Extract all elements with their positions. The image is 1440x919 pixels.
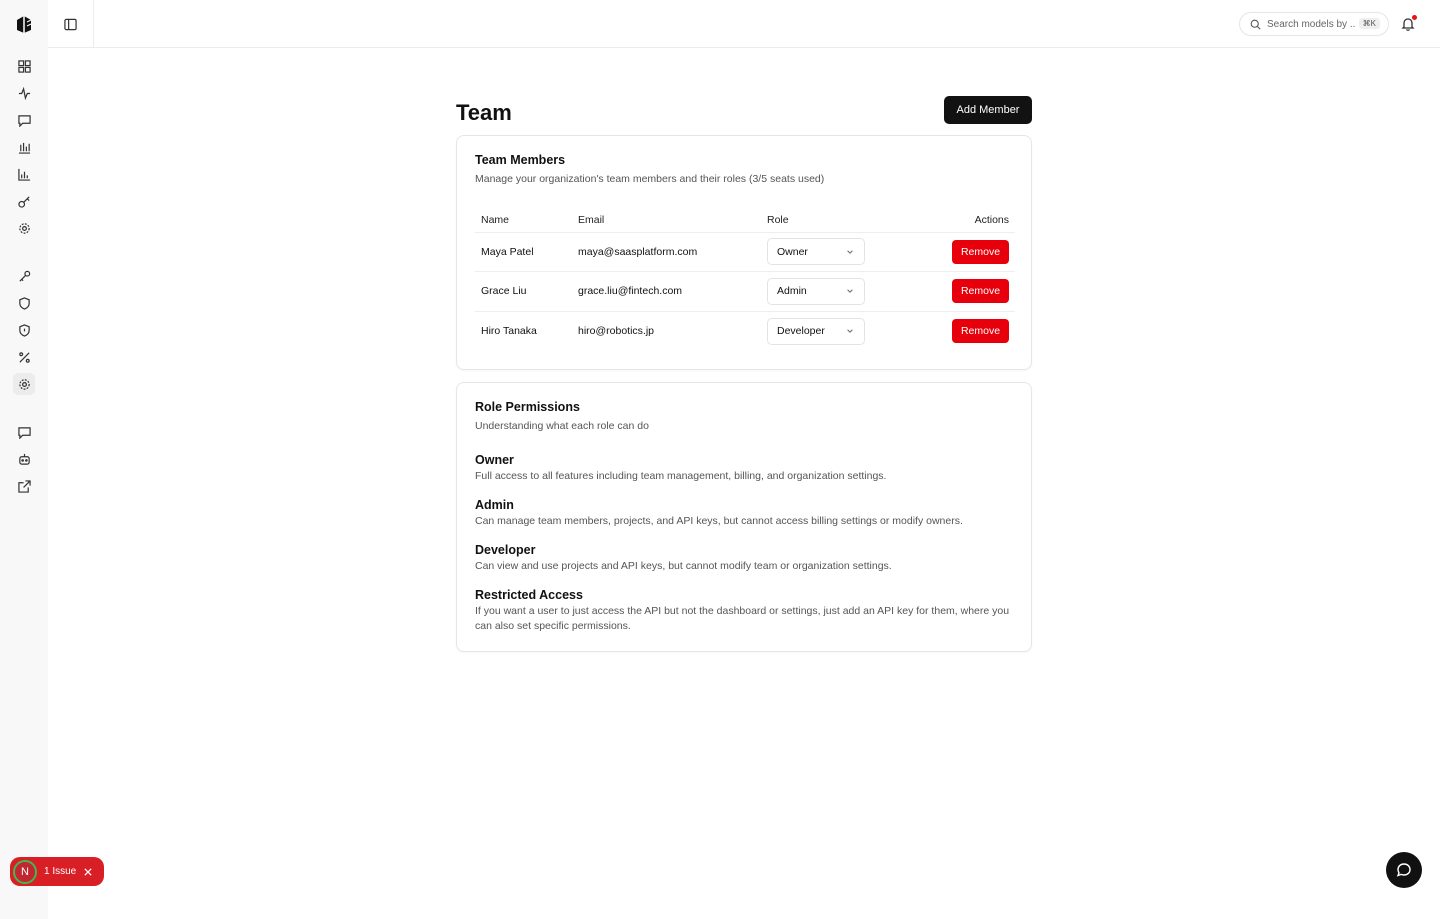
member-email: grace.liu@fintech.com — [572, 272, 761, 312]
role-description: Can view and use projects and API keys, but cannot modify team or organization settings. — [475, 560, 892, 572]
percent-icon[interactable] — [16, 349, 32, 365]
role-select-value: Owner — [777, 245, 808, 258]
bar-chart-icon[interactable] — [16, 139, 32, 155]
issue-avatar: N — [13, 860, 37, 884]
role-description: If you want a user to just access the API but not the dashboard or settings, just add an API key for them, where you can also set specific permissions. — [475, 605, 1010, 632]
role-permissions-subtitle: Understanding what each role can do — [475, 420, 649, 432]
role-description: Full access to all features including team management, billing, and organization settings. — [475, 470, 887, 482]
privacy-shield-icon[interactable] — [16, 322, 32, 338]
member-email: maya@saasplatform.com — [572, 232, 761, 272]
role-name: Developer — [475, 543, 536, 557]
role-name: Admin — [475, 498, 514, 512]
feedback-icon[interactable] — [16, 424, 32, 440]
chat-icon[interactable] — [16, 112, 32, 128]
member-email: hiro@robotics.jp — [578, 325, 655, 337]
chevron-down-icon — [846, 327, 854, 335]
logo-icon[interactable] — [14, 14, 34, 34]
table-row — [475, 311, 1015, 351]
member-name: Grace Liu — [475, 272, 572, 312]
role-select-value: Admin — [777, 285, 807, 298]
role-select-value: Developer — [777, 325, 825, 337]
sidebar-toggle-button[interactable] — [48, 0, 94, 48]
team-members-table — [475, 208, 1015, 351]
remove-button[interactable]: Remove — [952, 319, 1009, 343]
team-members-title: Team Members — [475, 153, 566, 167]
member-name: Hiro Tanaka — [481, 325, 537, 337]
member-name: Maya Patel — [475, 232, 572, 272]
analytics-icon[interactable] — [16, 166, 32, 182]
add-member-button[interactable]: Add Member — [944, 96, 1032, 124]
chevron-down-icon — [846, 248, 854, 256]
search-box[interactable] — [1239, 12, 1389, 36]
panel-toggle-icon — [64, 18, 77, 31]
issue-badge[interactable] — [10, 857, 104, 886]
column-header-actions: Actions — [901, 208, 1015, 232]
column-header-email: Email — [572, 208, 761, 232]
team-members-card — [456, 135, 1032, 370]
search-shortcut: ⌘K — [1359, 18, 1380, 29]
chat-button[interactable] — [1386, 852, 1422, 888]
chevron-down-icon — [846, 287, 854, 295]
bot-icon[interactable] — [16, 451, 32, 467]
topbar — [48, 0, 1440, 48]
activity-icon[interactable] — [16, 85, 32, 101]
notification-dot — [1412, 15, 1417, 20]
role-description: Can manage team members, projects, and API keys, but cannot access billing settings or modify owners. — [475, 515, 963, 527]
settings-icon[interactable] — [16, 220, 32, 236]
shield-icon[interactable] — [16, 295, 32, 311]
remove-button[interactable]: Remove — [952, 240, 1009, 264]
issue-label: 1 Issue — [44, 866, 77, 877]
team-settings-icon[interactable] — [13, 373, 35, 395]
search-icon — [1250, 19, 1261, 30]
role-name: Owner — [475, 453, 514, 467]
team-members-subtitle: Manage your organization's team members and their roles (3/5 seats used) — [475, 173, 825, 185]
table-row — [475, 232, 1015, 272]
column-header-name: Name — [475, 208, 572, 232]
role-permissions-card — [456, 382, 1032, 652]
column-header-role: Role — [761, 208, 901, 232]
api-key-icon[interactable] — [16, 268, 32, 284]
external-link-icon[interactable] — [16, 478, 32, 494]
search-input[interactable] — [1267, 19, 1355, 30]
chat-bubble-icon — [1396, 862, 1412, 878]
key-icon[interactable] — [16, 193, 32, 209]
role-select[interactable] — [767, 278, 865, 305]
close-icon[interactable] — [84, 868, 92, 876]
table-row — [475, 272, 1015, 312]
dashboard-icon[interactable] — [16, 58, 32, 74]
role-name: Restricted Access — [475, 588, 583, 602]
sidebar — [0, 0, 48, 919]
role-select[interactable] — [767, 318, 865, 345]
table-header-row — [475, 208, 1015, 232]
remove-button[interactable]: Remove — [952, 279, 1009, 303]
role-permissions-title: Role Permissions — [475, 400, 580, 414]
role-select[interactable] — [767, 238, 865, 265]
page-title: Team — [456, 100, 512, 125]
